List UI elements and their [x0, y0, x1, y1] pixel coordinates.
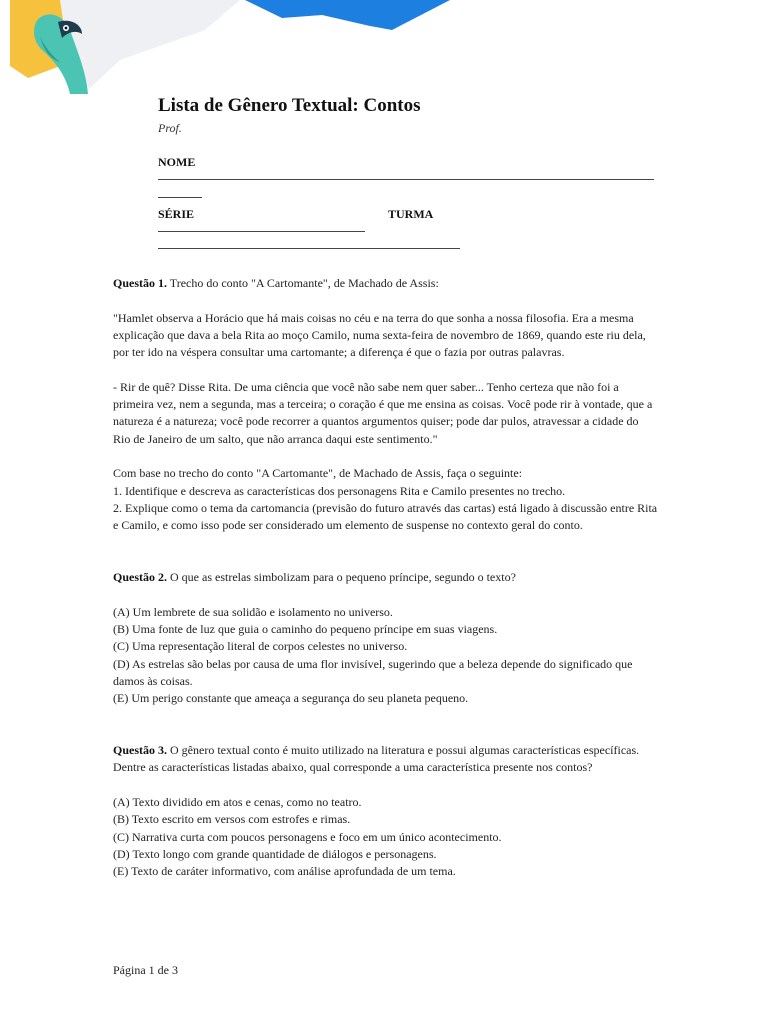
option-c: (C) Narrativa curta com poucos personagens e foco em um único acontecimento. [113, 829, 502, 844]
turma-line[interactable] [158, 248, 460, 249]
nome-label: NOME [158, 155, 196, 169]
serie-label: SÉRIE [158, 207, 195, 221]
nome-line-continuation[interactable] [158, 197, 202, 198]
question-3-text: O gênero textual conto é muito utilizado na literatura e possui algumas características específicas. Dentre as características listadas abaixo, qual corresponde a uma característica presente nos contos? [113, 743, 640, 775]
option-b: (B) Uma fonte de luz que guia o caminho do pequeno príncipe em suas viagens. [113, 621, 498, 636]
question-3-options [113, 794, 658, 880]
option-a: (A) Um lembrete de sua solidão e isolamento no universo. [113, 604, 393, 619]
prof-label: Prof. [158, 121, 182, 135]
question-1-task-intro: Com base no trecho do conto "A Cartomante", de Machado de Assis, faça o seguinte: [113, 466, 523, 481]
question-1-tasks [113, 465, 658, 534]
question-2-text: O que as estrelas simbolizam para o pequeno príncipe, segundo o texto? [170, 570, 516, 585]
option-e: (E) Texto de caráter informativo, com análise aprofundada de um tema. [113, 864, 456, 879]
option-b: (B) Texto escrito em versos com estrofes e rimas. [113, 812, 351, 827]
option-e: (E) Um perigo constante que ameaça a segurança do seu planeta pequeno. [113, 691, 469, 706]
serie-line[interactable] [158, 231, 365, 232]
nome-line[interactable] [158, 179, 654, 180]
option-d: (D) Texto longo com grande quantidade de diálogos e personagens. [113, 846, 437, 861]
question-1-task-1: 1. Identifique e descreva as características dos personagens Rita e Camilo presentes no trecho. [113, 483, 566, 498]
question-1-label: Questão 1. [113, 276, 167, 290]
question-1-header [113, 275, 658, 292]
question-1-task-2: 2. Explique como o tema da cartomancia (previsão do futuro através das cartas) está ligado à discussão entre Rita e Camilo, e como isso pode ser considerado um elemento de suspense no contexto geral do conto. [113, 500, 658, 533]
question-1-paragraph-1: "Hamlet observa a Horácio que há mais coisas no céu e na terra do que sonha a nossa filosofia. Era a mesma explicação que dava a bela Rita ao moço Camilo, numa sexta-feira de novembro de 1869, quando este riu dela, por ter ido na véspera consultar uma cartomante; a diferença é que o fazia por outras palavras. [113, 310, 646, 360]
white-shape [60, 0, 240, 88]
question-2-label: Questão 2. [113, 570, 167, 585]
page-title: Lista de Gênero Textual: Contos [158, 95, 421, 116]
question-2-header [113, 569, 658, 586]
header-decoration [0, 0, 768, 100]
question-3-header [113, 742, 658, 777]
questions-content [113, 275, 658, 898]
question-2-options [113, 604, 658, 708]
page-number: Página 1 de 3 [113, 963, 178, 977]
option-d: (D) As estrelas são belas por causa de uma flor invisível, sugerindo que a beleza depende do significado que damos às coisas. [113, 656, 633, 688]
blue-shape [245, 0, 450, 30]
question-3-label: Questão 3. [113, 743, 167, 758]
option-c: (C) Uma representação literal de corpos celestes no universo. [113, 639, 408, 654]
turma-label: TURMA [388, 207, 434, 221]
question-1-paragraph-2: - Rir de quê? Disse Rita. De uma ciência que você não sabe nem quer saber... Tenho certeza que não foi a primeira vez, nem a segunda, mas a terceira; o coração é que me ensina as coisas. Você pode rir à vontade, que a natureza é a natureza; você pode recorrer a quantos argumentos quiser; pode dar pulos, atravessar a cidade do Rio de Janeiro de um salto, que não arranca daqui este sentimento." [113, 379, 653, 446]
question-1-intro: Trecho do conto "A Cartomante", de Machado de Assis: [169, 276, 439, 290]
option-a: (A) Texto dividido em atos e cenas, como no teatro. [113, 794, 362, 809]
